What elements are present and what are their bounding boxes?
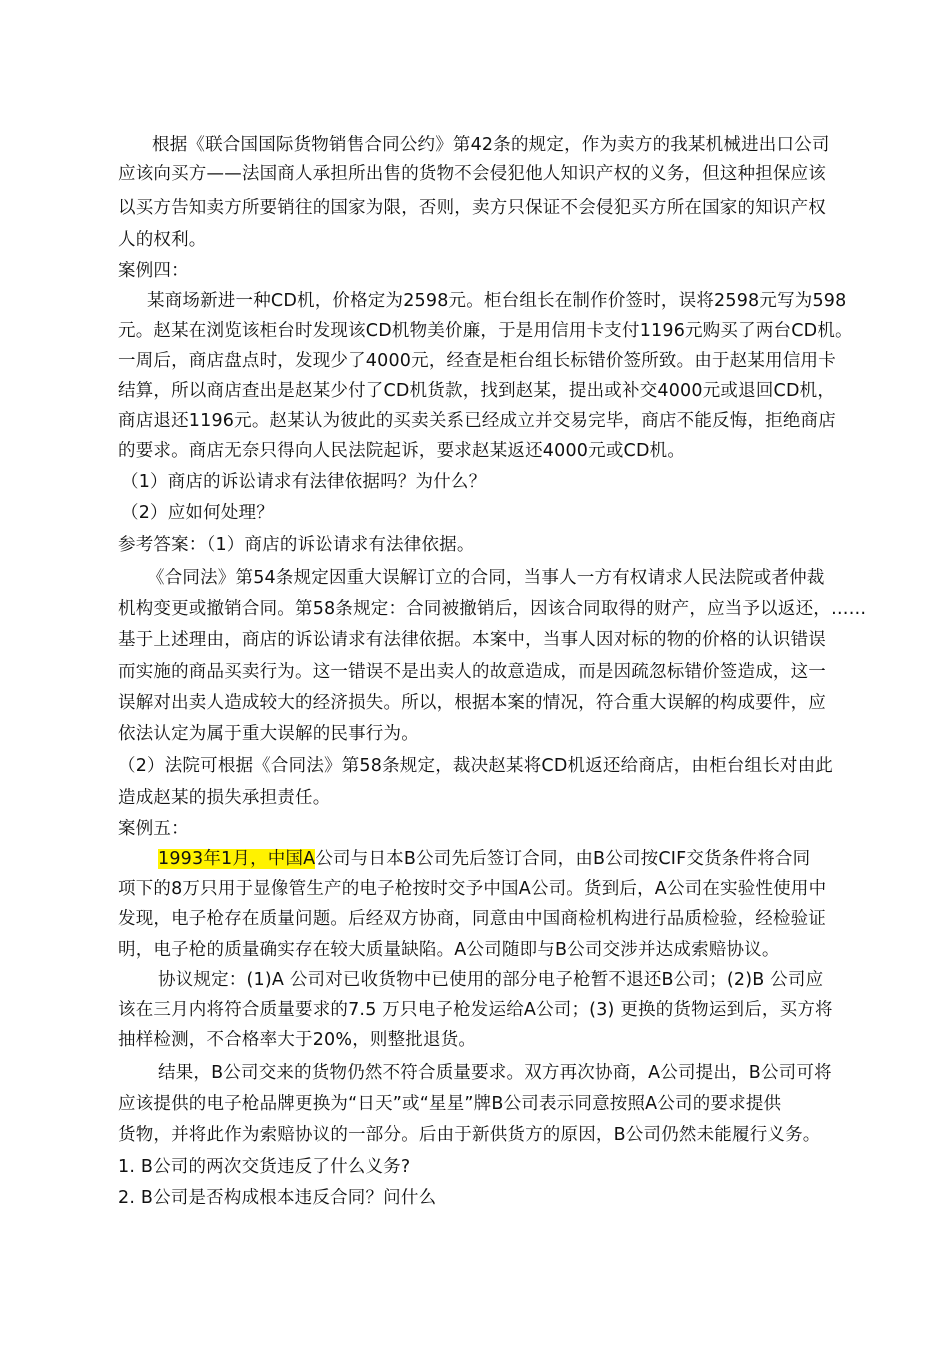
case5-line-4: 明，电子枪的质量确实存在较大质量缺陷。A公司随即与B公司交涉并达成索赔协议。 xyxy=(118,940,780,960)
case5-heading: 案例五： xyxy=(118,819,189,839)
case4-answer-line-2: 机构变更或撤销合同。第58条规定：合同被撤销后，因该合同取得的财产，应当予以返还，…… xyxy=(118,599,867,619)
para1-line-2: 应该向买方——法国商人承担所出售的货物不会侵犯他人知识产权的义务，但这种担保应该 xyxy=(118,164,826,184)
para1-line-4: 人的权利。 xyxy=(118,230,207,250)
case4-line-5: 商店退还1196元。赵某认为彼此的买卖关系已经成立并交易完毕，商店不能反悔，拒绝商店 xyxy=(118,411,836,431)
case4-heading: 案例四： xyxy=(118,261,189,281)
case5-agreement-line-3: 抽样检测，不合格率大于20%，则整批退货。 xyxy=(118,1030,477,1050)
case5-agreement-line-1: 协议规定：(1)A 公司对已收货物中已使用的部分电子枪暂不退还B公司；(2)B 公司应 xyxy=(158,970,824,990)
case5-line-2: 项下的8万只用于显像管生产的电子枪按时交予中国A公司。货到后，A公司在实验性使用中 xyxy=(118,879,827,899)
case4-answer-line-6: 依法认定为属于重大误解的民事行为。 xyxy=(118,724,419,744)
case4-answer-line-3: 基于上述理由，商店的诉讼请求有法律依据。本案中，当事人因对标的物的价格的认识错误 xyxy=(118,630,826,650)
case5-line-1 xyxy=(158,848,810,870)
case4-line-4: 结算，所以商店查出是赵某少付了CD机货款，找到赵某，提出或补交4000元或退回CD机， xyxy=(118,381,836,401)
case5-result-line-2: 应该提供的电子枪品牌更换为“日天”或“星星”牌B公司表示同意按照A公司的要求提供 xyxy=(118,1094,782,1114)
case4-answer-line-4: 而实施的商品买卖行为。这一错误不是出卖人的故意造成，而是因疏忽标错价签造成，这一 xyxy=(118,662,826,682)
case4-answer-line-5: 误解对出卖人造成较大的经济损失。所以，根据本案的情况，符合重大误解的构成要件，应 xyxy=(118,693,826,713)
case4-line-2: 元。赵某在浏览该柜台时发现该CD机物美价廉，于是用信用卡支付1196元购买了两台CD机。 xyxy=(118,321,853,341)
case4-question-2: （2）应如何处理？ xyxy=(121,503,274,523)
case4-line-3: 一周后，商店盘点时，发现少了4000元，经查是柜台组长标错价签所致。由于赵某用信用卡 xyxy=(118,351,836,371)
case5-agreement-line-2: 该在三月内将符合质量要求的7.5 万只电子枪发运给A公司；(3) 更换的货物运到后，买方将 xyxy=(118,1000,833,1020)
case4-answer2-line-1: （2）法院可根据《合同法》第58条规定，裁决赵某将CD机返还给商店，由柜台组长对由此 xyxy=(118,756,833,776)
para1-line-1: 根据《联合国国际货物销售合同公约》第42条的规定，作为卖方的我某机械进出口公司 xyxy=(152,135,830,155)
case5-result-line-3: 货物，并将此作为索赔协议的一部分。后由于新供货方的原因，B公司仍然未能履行义务。 xyxy=(118,1125,821,1145)
para1-line-3: 以买方告知卖方所要销往的国家为限，否则，卖方只保证不会侵犯买方所在国家的知识产权 xyxy=(118,198,826,218)
case5-result-line-1: 结果，B公司交来的货物仍然不符合质量要求。双方再次协商，A公司提出，B公司可将 xyxy=(158,1063,832,1083)
case4-line-1: 某商场新进一种CD机，价格定为2598元。柜台组长在制作价签时，误将2598元写为598 xyxy=(147,291,847,311)
case5-line-1-rest: 公司与日本B公司先后签订合同，由B公司按CIF交货条件将合同 xyxy=(315,849,811,869)
case5-line-3: 发现，电子枪存在质量问题。后经双方协商，同意由中国商检机构进行品质检验，经检验证 xyxy=(118,909,826,929)
highlighted-date: 1993年1月，中国A xyxy=(158,849,316,869)
case4-line-6: 的要求。商店无奈只得向人民法院起诉，要求赵某返还4000元或CD机。 xyxy=(118,441,686,461)
case4-question-1: （1）商店的诉讼请求有法律依据吗？为什么？ xyxy=(121,472,487,492)
case4-answer2-line-2: 造成赵某的损失承担责任。 xyxy=(118,788,331,808)
case4-answer-line-1: 《合同法》第54条规定因重大误解订立的合同，当事人一方有权请求人民法院或者仲裁 xyxy=(147,568,825,588)
case5-question-2: 2. B公司是否构成根本违反合同？问什么 xyxy=(118,1188,437,1208)
case4-answer-intro: 参考答案：（1）商店的诉讼请求有法律依据。 xyxy=(118,535,475,555)
case5-question-1: 1. B公司的两次交货违反了什么义务? xyxy=(118,1157,411,1177)
